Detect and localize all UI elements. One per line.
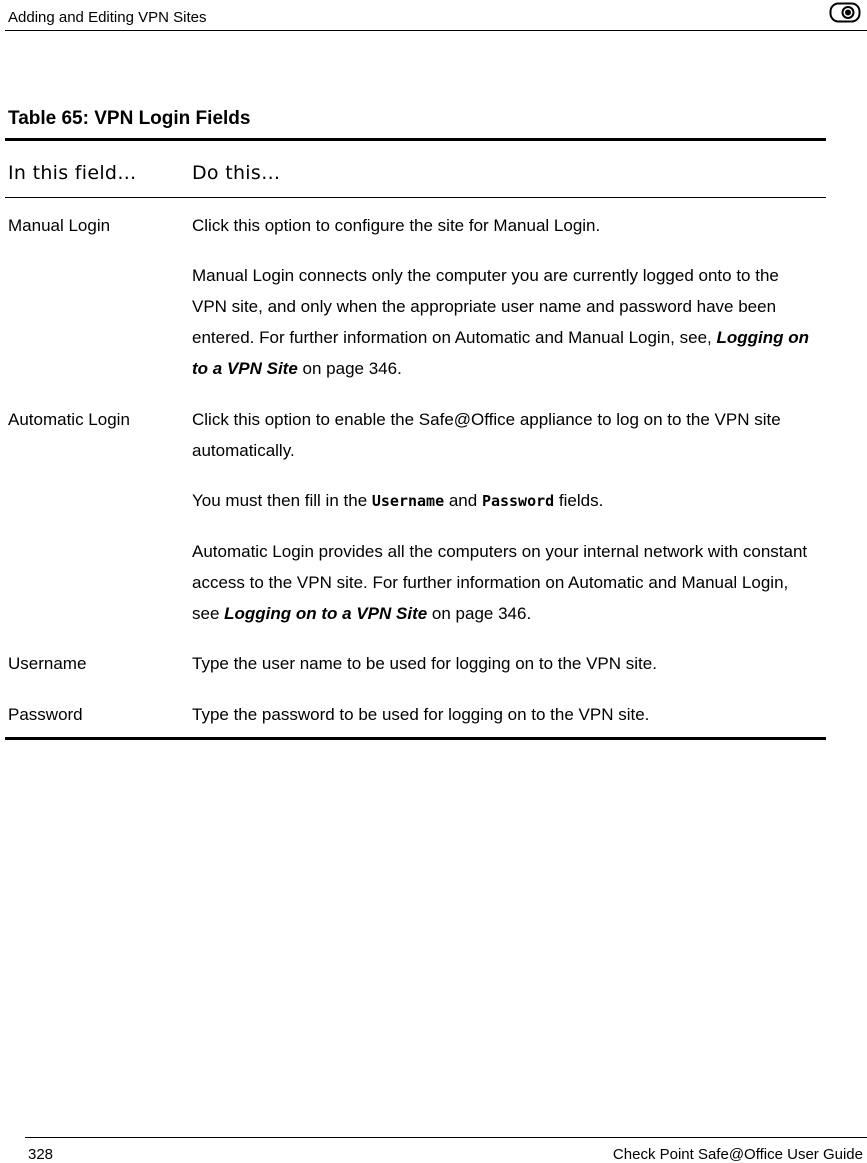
logging-on-link[interactable]: Logging on to a VPN Site (192, 328, 809, 378)
check-point-logo-icon (829, 2, 861, 23)
header-rule (5, 30, 867, 31)
column-header-field: In this field… (8, 162, 137, 184)
manual-login-description: Click this option to configure the site for Manual Login. (192, 216, 601, 235)
automatic-login-description: Click this option to enable the Safe@Office appliance to log on to the VPN site automatically. (192, 410, 781, 460)
footer-rule (25, 1137, 867, 1138)
column-header-action: Do this… (192, 162, 281, 184)
password-field-ref: Password (481, 492, 555, 510)
automatic-login-fill-fields: You must then fill in the Username and Password fields. (192, 491, 604, 510)
page-number: 328 (28, 1146, 54, 1163)
password-description: Type the password to be used for logging on to the VPN site. (192, 705, 650, 724)
logging-on-link-2[interactable]: Logging on to a VPN Site (224, 604, 428, 623)
page-header (0, 0, 867, 31)
field-automatic-login: Automatic Login (8, 410, 130, 429)
table-caption: Table 65: VPN Login Fields (8, 108, 251, 129)
automatic-login-details: Automatic Login provides all the computers on your internal network with constant access to the VPN site. For further information on Automatic and Manual Login, see Logging on to a VPN Site on page 346. (192, 542, 808, 623)
header-row-rule (5, 197, 826, 198)
field-manual-login: Manual Login (8, 216, 111, 235)
field-password: Password (8, 705, 83, 724)
manual-login-details: Manual Login connects only the computer you are currently logged onto to the VPN site, and only when the appropriate user name and password have been entered. For further information on Automatic and Manual Login, see, Logging on to a VPN Site on page 346. (192, 266, 809, 378)
field-username: Username (8, 654, 87, 673)
username-description: Type the user name to be used for logging on to the VPN site. (192, 654, 657, 673)
table-top-rule (5, 138, 826, 141)
guide-title: Check Point Safe@Office User Guide (612, 1146, 863, 1163)
header-title: Adding and Editing VPN Sites (8, 9, 207, 26)
table-bottom-rule (5, 737, 826, 740)
username-field-ref: Username (371, 492, 445, 510)
